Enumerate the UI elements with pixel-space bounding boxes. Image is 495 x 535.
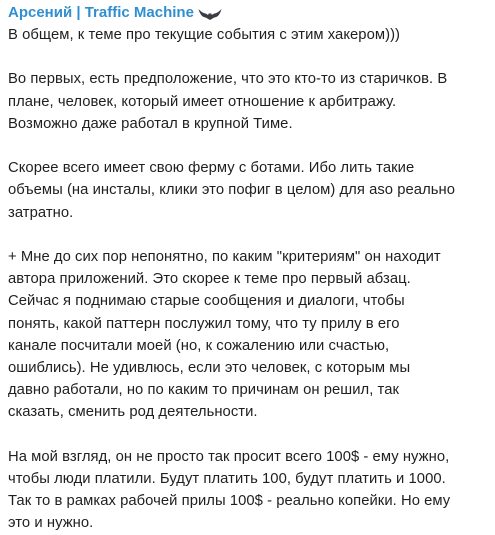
text-line: чтобы люди платили. Будут платить 100, будут платить и 1000. [8, 471, 446, 487]
text-line: Возможно даже работал в крупной Тиме. [8, 115, 293, 132]
paragraph-spacer [8, 224, 487, 246]
bat-icon [198, 8, 222, 20]
text-line: На мой взгляд, он не просто так просит всего 100$ - ему нужно, [8, 448, 450, 465]
text-line: канале посчитали моей (но, к сожалению или счастью, [8, 337, 390, 354]
author-name[interactable]: Арсений | Traffic Machine [8, 4, 194, 21]
message-text [8, 24, 487, 535]
text-line: сказать, сменить род деятельности. [8, 404, 258, 421]
paragraph-spacer [8, 424, 487, 446]
paragraph-3 [8, 157, 487, 224]
paragraph-2 [8, 68, 487, 135]
text-line: плане, человек, который имеет отношение к арбитражу. [8, 93, 397, 110]
text-line: В общем, к теме про текущие события с этим хакером))) [8, 27, 401, 43]
text-line: это и нужно. [8, 515, 94, 532]
text-line: понять, какой паттерн послужил тому, что ту прилу в его [8, 315, 400, 332]
paragraph-4 [8, 246, 487, 424]
text-line: Сейчас я поднимаю старые сообщения и диалоги, чтобы [8, 293, 405, 310]
text-line: + Мне до сих пор непонятно, по каким "критериям" он находит [8, 248, 441, 265]
message-author-header [8, 2, 487, 24]
paragraph-spacer [8, 135, 487, 157]
paragraph-1 [8, 24, 487, 46]
text-line: автора приложений. Это скорее к теме про первый абзац. [8, 271, 411, 288]
text-line: Во первых, есть предположение, что это кто-то из старичков. В [8, 71, 448, 88]
text-line: Так то в рамках рабочей прилы 100$ - реально копейки. Но ему [8, 493, 451, 510]
text-line: Скорее всего имеет свою ферму с ботами. Ибо лить такие [8, 160, 415, 177]
text-line: затратно. [8, 204, 74, 221]
paragraph-5 [8, 446, 487, 535]
paragraph-spacer [8, 46, 487, 68]
text-line: объемы (на инсталы, клики это пофиг в целом) для aso реально [8, 182, 456, 199]
text-line: давно работали, но по каким то причинам он решил, так [8, 382, 399, 399]
text-line: ошиблись). Не удивлюсь, если это человек, с которым мы [8, 360, 411, 376]
